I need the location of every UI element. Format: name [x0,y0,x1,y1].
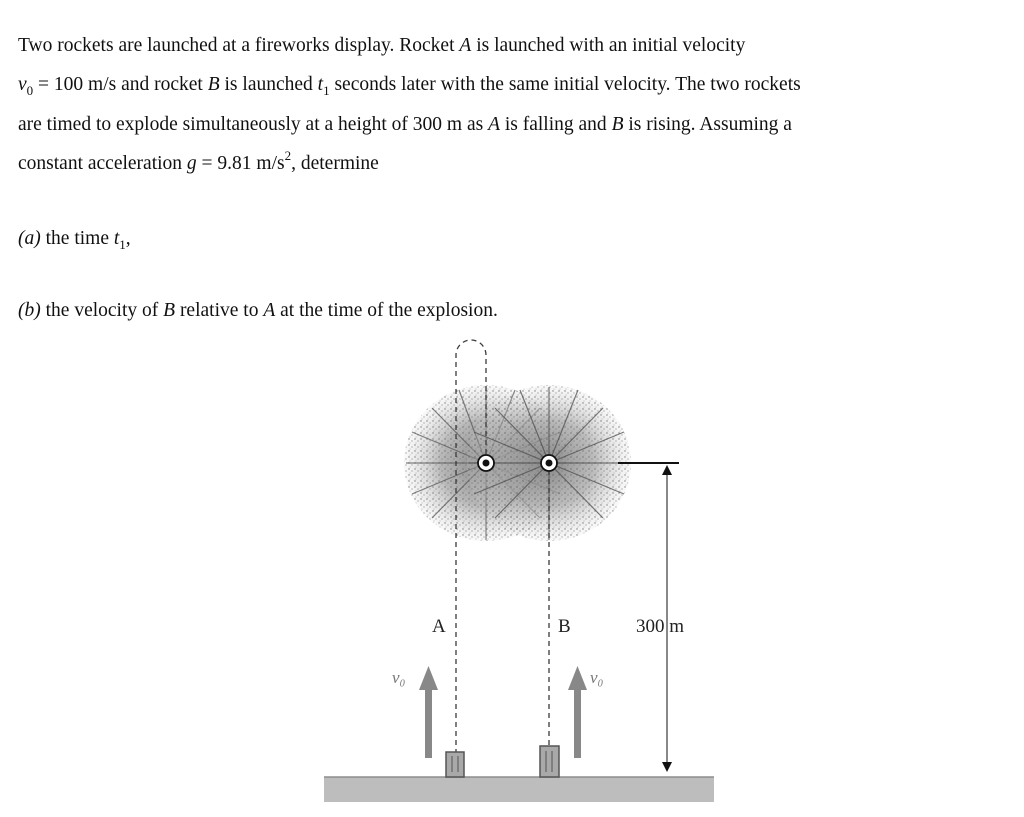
v0-symbol: v [18,74,27,95]
problem-text: constant acceleration [18,153,183,174]
part-a-text: the time [45,228,109,249]
label-v0-right: v₀ [590,668,604,687]
rocket-a-symbol: A [263,300,276,321]
height-dimension [618,463,679,772]
problem-text: is rising. Assuming a [628,114,792,135]
explosion-point-a [478,455,494,471]
problem-line-4 [18,144,1008,184]
part-a [18,219,1008,259]
problem-text: Two rockets are launched at a fireworks display. Rocket [18,35,455,56]
problem-text: is launched with an initial velocity [476,35,746,56]
problem-text: are timed to explode simultaneously at a height of 300 m as [18,114,484,135]
t1-subscript: 1 [323,83,330,98]
problem-line-3 [18,105,1008,144]
g-exponent: 2 [284,148,292,163]
t1-subscript: 1 [119,237,126,252]
part-b [18,291,1008,330]
problem-line-1 [18,26,1008,65]
rocket-a-trajectory [456,340,486,772]
part-b-label: (b) [18,300,41,321]
part-b-text: relative to [179,300,259,321]
v0-value: = 100 m/s and rocket [38,74,203,95]
t1-symbol: t [317,74,324,95]
rocket-b-symbol: B [163,300,176,321]
launch-pad-a [446,752,464,777]
t1-symbol: t [113,228,120,249]
problem-text: , determine [291,153,379,174]
rocket-b-symbol: B [611,114,624,135]
launch-pad-b [540,746,559,777]
velocity-arrow-a [419,666,438,758]
velocity-arrow-b [568,666,587,758]
g-symbol: g [186,153,197,174]
part-b-text: the velocity of [45,300,159,321]
problem-line-2 [18,65,1008,105]
problem-text: is falling and [504,114,607,135]
explosion-point-b [541,455,557,471]
part-a-label: (a) [18,228,41,249]
rocket-b-symbol: B [207,74,220,95]
part-a-punctuation: , [125,228,131,249]
label-height: 300 m [636,616,685,637]
problem-text: seconds later with the same initial velocity. The two rockets [334,74,801,95]
label-rocket-b: B [558,616,571,637]
part-b-text: at the time of the explosion. [280,300,498,321]
problem-paragraph [18,26,1008,184]
burst-a [404,385,568,541]
rocket-a-symbol: A [459,35,472,56]
g-value: = 9.81 m/s [201,153,285,174]
burst-b [467,385,631,541]
rocket-a-symbol: A [488,114,500,135]
ground [324,777,714,802]
v0-subscript: 0 [26,83,34,98]
label-rocket-a: A [432,616,446,637]
label-v0-left: v₀ [392,668,406,687]
problem-statement [18,26,1008,330]
problem-text: is launched [224,74,313,95]
